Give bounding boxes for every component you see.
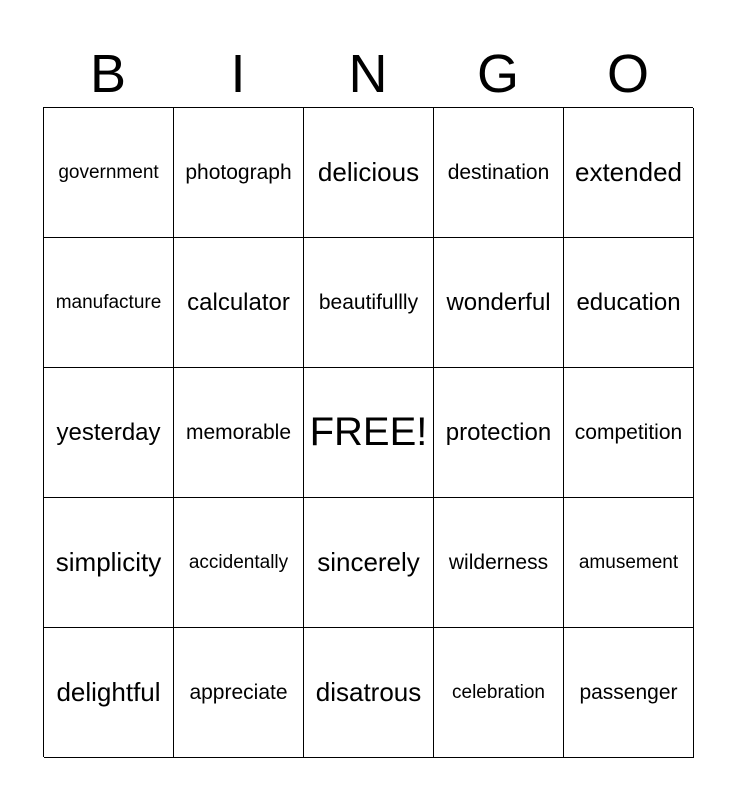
header-letter-i: I xyxy=(230,44,246,104)
bingo-grid xyxy=(43,107,693,757)
bingo-cell: destination xyxy=(434,108,564,238)
bingo-cell: delicious xyxy=(304,108,434,238)
bingo-cell: yesterday xyxy=(44,368,174,498)
bingo-cell: accidentally xyxy=(174,498,304,628)
bingo-cell: simplicity xyxy=(44,498,174,628)
bingo-cell: beautifullly xyxy=(304,238,434,368)
bingo-cell: delightful xyxy=(44,628,174,758)
bingo-cell: wonderful xyxy=(434,238,564,368)
bingo-cell: photograph xyxy=(174,108,304,238)
bingo-cell: extended xyxy=(564,108,694,238)
bingo-cell: competition xyxy=(564,368,694,498)
bingo-header xyxy=(43,40,693,108)
bingo-cell: wilderness xyxy=(434,498,564,628)
header-letter-g: G xyxy=(476,44,519,104)
bingo-cell: sincerely xyxy=(304,498,434,628)
bingo-cell: celebration xyxy=(434,628,564,758)
bingo-cell: amusement xyxy=(564,498,694,628)
bingo-cell: disatrous xyxy=(304,628,434,758)
bingo-cell: education xyxy=(564,238,694,368)
bingo-cell: manufacture xyxy=(44,238,174,368)
header-letter-o: O xyxy=(606,44,649,104)
bingo-cell: memorable xyxy=(174,368,304,498)
bingo-cell: passenger xyxy=(564,628,694,758)
bingo-cell: calculator xyxy=(174,238,304,368)
header-letter-n: N xyxy=(348,44,388,104)
bingo-cell: appreciate xyxy=(174,628,304,758)
bingo-cell: protection xyxy=(434,368,564,498)
bingo-cell: government xyxy=(44,108,174,238)
free-space-cell: FREE! xyxy=(304,368,434,498)
header-letter-b: B xyxy=(89,44,127,104)
